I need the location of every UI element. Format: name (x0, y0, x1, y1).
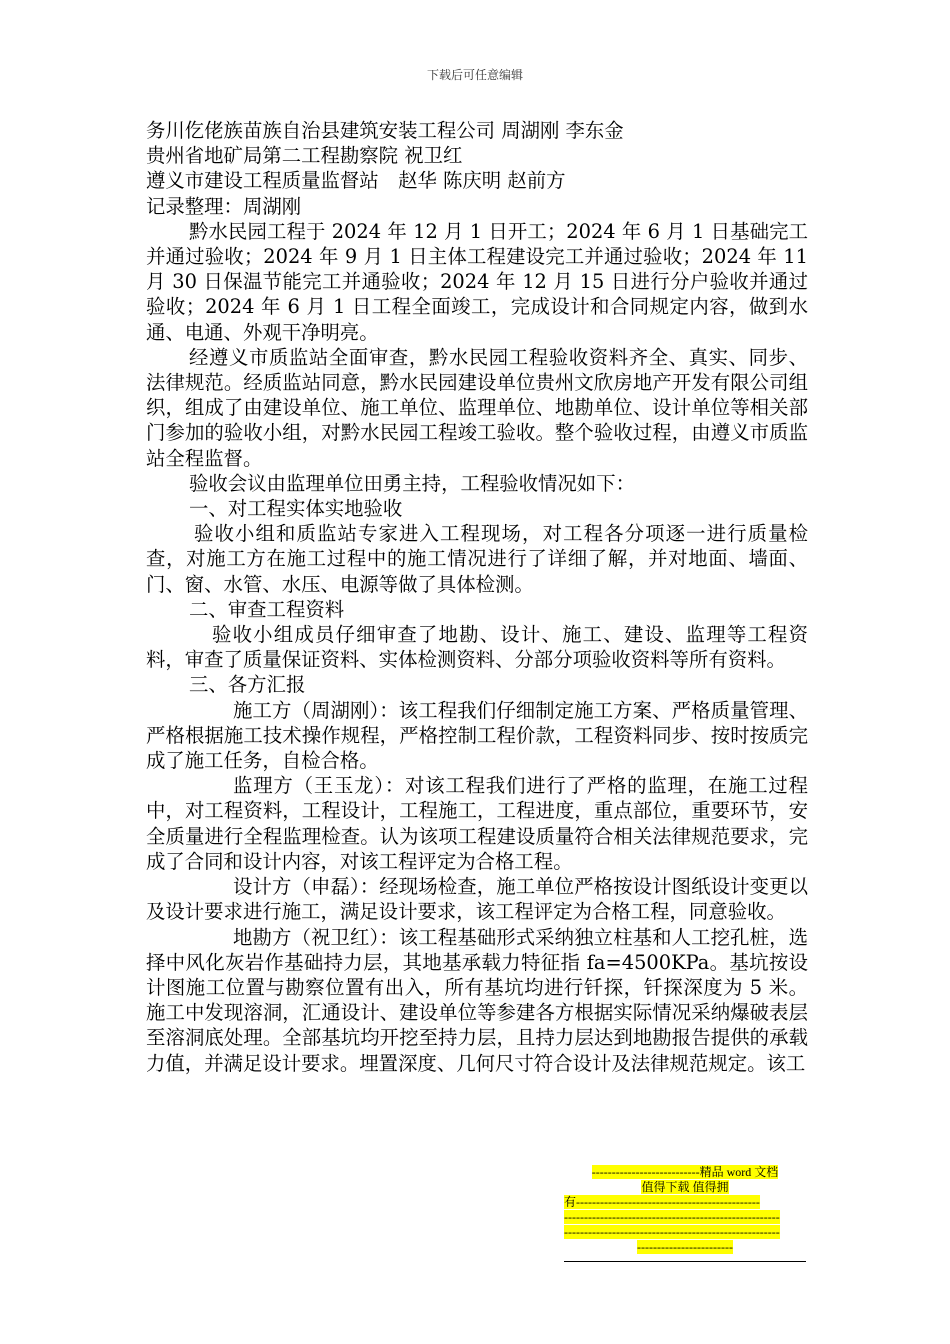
paragraph: 验收会议由监理单位田勇主持，工程验收情况如下： (189, 471, 635, 495)
paragraph: 地勘方（祝卫红）：该工程基础形式采纳独立柱基和人工挖孔桩，选择中风化灰岩作基础持力层，其地基承载力特征指 fa=4500KPa。基坑按设计图施工位置与勘察位置有出入，所有基坑均进行钎探，钎探深度为 5 米。施工中发现溶洞，汇通设计、建设单位等参建各方根据实际情况采纳爆破表层至溶洞底处理。全部基坑均开挖至持力层，且持力层达到地勘报告提供的承载力值，并满足设计要求。埋置深度、几何尺寸符合设计及法律规范规定。该工 (146, 925, 808, 1075)
footer-text: ---------------------------精品 word 文档 (591, 1165, 779, 1179)
paragraph: 施工方（周湖刚）：该工程我们仔细制定施工方案、严格质量管理、严格根据施工技术操作规程，严格控制工程价款，工程资料同步、按时按质完成了施工任务，自检合格。 (146, 698, 808, 773)
footer-text: ------------------------------------------------------ (564, 1225, 780, 1239)
footer-text: ------------------------ (637, 1240, 733, 1254)
page-header: 下载后可任意编辑 (426, 68, 523, 82)
footer-text: 有---------------------------------------------- (564, 1195, 760, 1209)
paragraph: 经遵义市质监站全面审查，黔水民园工程验收资料齐全、真实、同步、法律规范。经质监站同意，黔水民园建设单位贵州文欣房地产开发有限公司组织，组成了由建设单位、施工单位、监理单位、地勘单位、设计单位等相关部门参加的验收小组，对黔水民园工程竣工验收。整个验收过程，由遵义市质监站全程监督。 (146, 345, 808, 470)
paragraph: 验收小组成员仔细审查了地勘、设计、施工、建设、监理等工程资料，审查了质量保证资料、实体检测资料、分部分项验收资料等所有资料。 (146, 623, 808, 672)
footer-watermark (564, 1165, 806, 1255)
attendee-line: 务川仡佬族苗族自治县建筑安装工程公司 周湖刚 李东金 (146, 119, 624, 142)
section-heading: 一、对工程实体实地验收 (189, 497, 403, 521)
paragraph: 验收小组和质监站专家进入工程现场，对工程各分项逐一进行质量检查，对施工方在施工过程中的施工情况进行了详细了解，并对地面、墙面、门、窗、水管、水压、电源等做了具体检测。 (146, 522, 808, 596)
section-heading: 二、审查工程资料 (189, 597, 345, 621)
footer-text: ------------------------------------------------------ (564, 1210, 780, 1224)
recorder-line: 记录整理：周湖刚 (146, 194, 302, 218)
paragraph: 黔水民园工程于 2024 年 12 月 1 日开工；2024 年 6 月 1 日基础完工并通过验收；2024 年 9 月 1 日主体工程建设完工并通过验收；2024 年 11 月 30 日保温节能完工并通验收；2024 年 12 月 15 日进行分户验收并通过验收；2024 年 6 月 1 日工程全面竣工，完成设计和合同规定内容，做到水通、电通、外观干净明亮。 (146, 219, 808, 344)
attendee-line: 贵州省地矿局第二工程勘察院 祝卫红 (146, 144, 463, 168)
paragraph: 监理方（王玉龙）：对该工程我们进行了严格的监理，在施工过程中，对工程资料，工程设计，工程施工，工程进度，重点部位，重要环节，安全质量进行全程监理检查。认为该项工程建设质量符合相关法律规范要求，完成了合同和设计内容，对该工程评定为合格工程。 (146, 774, 808, 873)
attendee-line: 遵义市建设工程质量监督站 赵华 陈庆明 赵前方 (146, 169, 566, 193)
document-body (146, 118, 808, 1076)
footer-text: 值得下载 值得拥 (641, 1180, 729, 1194)
section-heading: 三、各方汇报 (189, 673, 306, 697)
footer-rule (564, 1261, 806, 1262)
paragraph: 设计方（申磊）：经现场检查，施工单位严格按设计图纸设计变更以及设计要求进行施工，满足设计要求，该工程评定为合格工程，同意验收。 (146, 875, 808, 924)
